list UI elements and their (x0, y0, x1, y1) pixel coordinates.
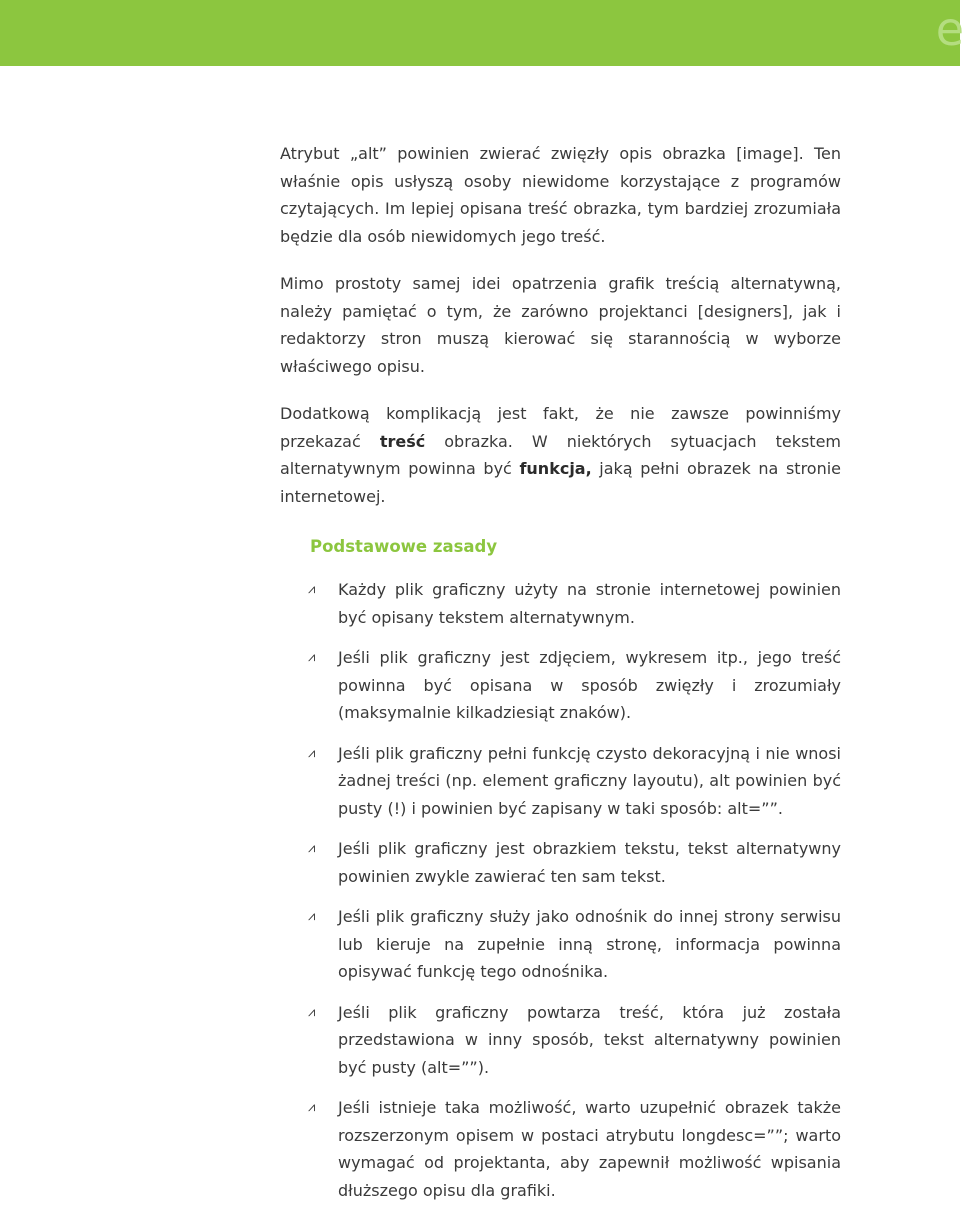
intro-paragraph-1: Atrybut „alt” powinien zwierać zwięzły opis obrazka [image]. Ten właśnie opis usłyszą osoby niewidome korzystające z programów czytających. Im lepiej opisana treść obrazka, tym bardziej zrozumiała będzie dla osób niewidomych jego treść. (280, 144, 841, 246)
rules-list (280, 576, 841, 1204)
p3-emphasis-tresc: treść (379, 431, 426, 451)
p3-text-3: jaką pełni obrazek na stronie internetowej. (280, 459, 842, 506)
list-item-text: Jeśli istnieje taka możliwość, warto uzupełnić obrazek także rozszerzonym opisem w postaci atrybutu longdesc=””; warto wymagać od projektanta, aby zapewnił możliwość wpisania dłuższego opisu dla grafiki. (338, 1098, 841, 1200)
list-item-text: Jeśli plik graficzny służy jako odnośnik do innej strony serwisu lub kieruje na zupełnie inną stronę, informacja powinna opisywać funkcję tego odnośnika. (338, 907, 841, 981)
brand-logo-mark: e (935, 2, 964, 56)
caret-icon: ⩘ (308, 841, 316, 856)
list-item-text: Jeśli plik graficzny jest obrazkiem tekstu, tekst alternatywny powinien zwykle zawierać ten sam tekst. (338, 839, 841, 886)
list-item (280, 576, 841, 631)
header-band (0, 0, 964, 66)
list-item (280, 835, 841, 890)
p3-text-2: obrazka. W niektórych sytuacjach tekstem alternatywnym powinna być (280, 431, 841, 478)
caret-icon: ⩘ (308, 650, 316, 665)
list-item-text: Jeśli plik graficzny pełni funkcję czysto dekoracyjną i nie wnosi żadnej treści (np. element graficzny layoutu), alt powinien być pusty (!) i powinien być zapisany w taki sposób: alt=””. (338, 743, 841, 818)
p3-text-1: Dodatkową komplikacją jest fakt, że nie zawsze powinniśmy przekazać (280, 404, 841, 451)
list-item-text: Jeśli plik graficzny jest zdjęciem, wykresem itp., jego treść powinna być opisana w sposób zwięzły i zrozumiały (maksymalnie kilkadziesiąt znaków). (338, 648, 841, 722)
p3-emphasis-funkcja: funkcja, (519, 459, 592, 478)
list-item (280, 1094, 841, 1204)
list-item (280, 740, 841, 823)
caret-icon: ⩘ (308, 1100, 316, 1115)
caret-icon: ⩘ (308, 1004, 316, 1020)
document-body (280, 140, 841, 1217)
intro-paragraph-2: Mimo prostoty samej idei opatrzenia grafik treścią alternatywną, należy pamiętać o tym, że zarówno projektanci [designers], jak i redaktorzy stron muszą kierować się starannością w wyborze właściwego opisu. (280, 274, 841, 376)
section-heading: Podstawowe zasady (310, 537, 498, 556)
list-item (280, 644, 841, 727)
intro-paragraph-3 (280, 400, 841, 510)
list-item-text: Jeśli plik graficzny powtarza treść, która już została przedstawiona w inny sposób, tekst alternatywny powinien być pusty (alt=””). (338, 1002, 841, 1077)
list-item (280, 903, 841, 986)
caret-icon: ⩘ (308, 909, 316, 924)
list-item (280, 999, 841, 1082)
caret-icon: ⩘ (308, 582, 316, 597)
list-item-text: Każdy plik graficzny użyty na stronie internetowej powinien być opisany tekstem alternatywnym. (338, 580, 841, 627)
caret-icon: ⩘ (308, 745, 316, 761)
